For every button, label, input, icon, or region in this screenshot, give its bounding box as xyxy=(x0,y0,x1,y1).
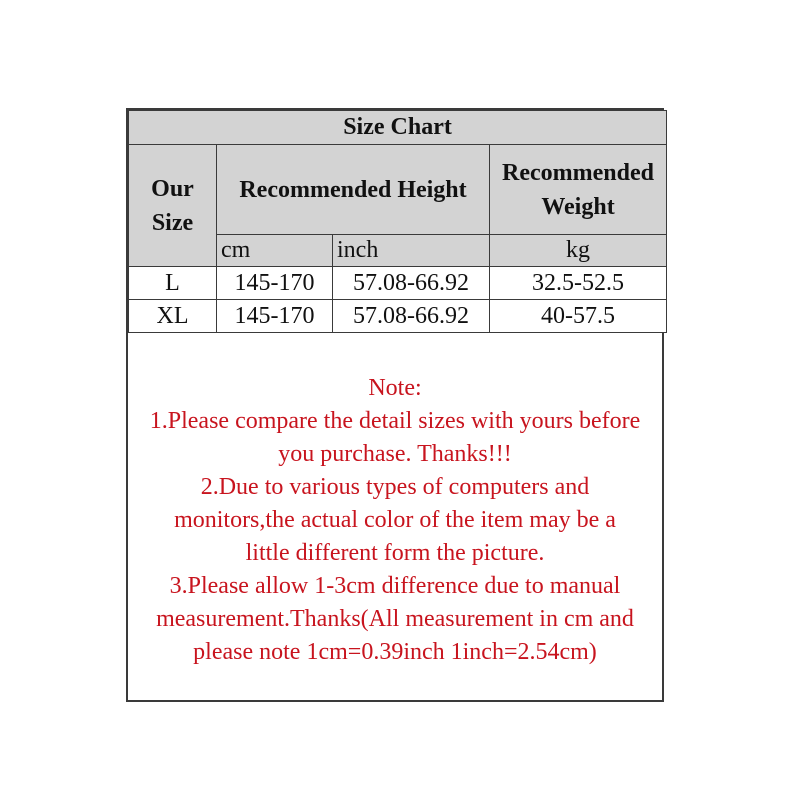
note-line: 1.Please compare the detail sizes with yours before xyxy=(149,408,641,434)
table-title: Size Chart xyxy=(129,111,667,145)
table-row xyxy=(129,267,667,300)
note-line: you purchase. Thanks!!! xyxy=(278,441,512,467)
unit-kg: kg xyxy=(490,235,667,267)
header-recommended-height: Recommended Height xyxy=(217,145,490,235)
unit-cm: cm xyxy=(217,235,333,267)
note-line: measurement.Thanks(All measurement in cm and xyxy=(156,606,634,632)
note-heading: Note: xyxy=(368,375,422,401)
unit-inch: inch xyxy=(333,235,490,267)
cell-inch: 57.08-66.92 xyxy=(333,300,490,333)
note-block xyxy=(128,372,662,669)
note-line: little different form the picture. xyxy=(245,540,545,566)
header-weight-line2: Weight xyxy=(541,193,615,220)
note-line: 3.Please allow 1-3cm difference due to manual xyxy=(169,573,621,599)
note-line: please note 1cm=0.39inch 1inch=2.54cm) xyxy=(193,639,597,665)
header-our-size-line2: Size xyxy=(151,209,194,236)
cell-size: L xyxy=(129,267,217,300)
header-recommended-weight xyxy=(490,145,667,235)
cell-cm: 145-170 xyxy=(217,267,333,300)
size-chart-table xyxy=(128,110,667,333)
cell-kg: 32.5-52.5 xyxy=(490,267,667,300)
note-line: monitors,the actual color of the item may be a xyxy=(174,507,616,533)
header-our-size-line1: Our xyxy=(151,175,194,202)
size-chart-document xyxy=(126,108,664,702)
header-our-size xyxy=(129,145,217,267)
table-row xyxy=(129,300,667,333)
cell-kg: 40-57.5 xyxy=(490,300,667,333)
note-line: 2.Due to various types of computers and xyxy=(200,474,590,500)
header-weight-line1: Recommended xyxy=(502,159,654,186)
cell-cm: 145-170 xyxy=(217,300,333,333)
cell-size: XL xyxy=(129,300,217,333)
cell-inch: 57.08-66.92 xyxy=(333,267,490,300)
